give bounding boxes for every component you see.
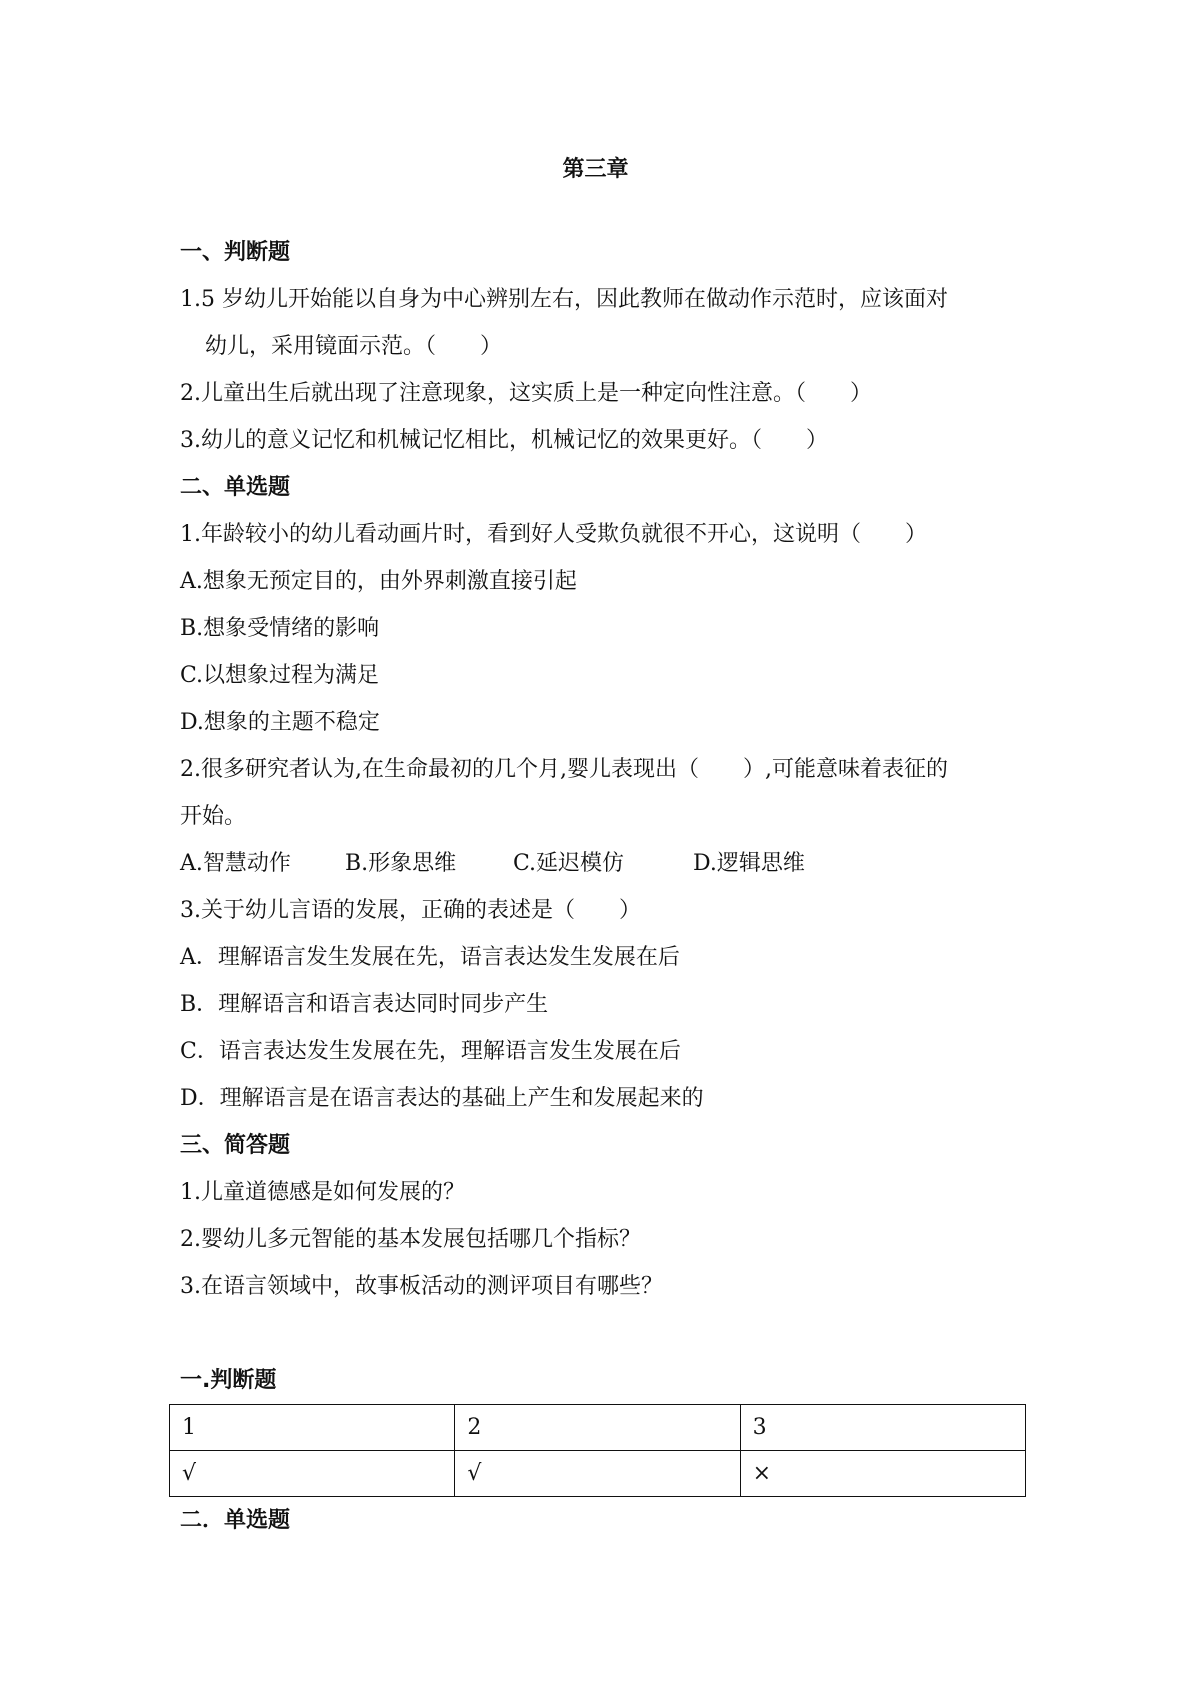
single-q1-option-b: B.想象受情绪的影响: [180, 616, 380, 641]
single-q2-option-d: D.逻辑思维: [693, 851, 805, 876]
single-q2-option-c: C.延迟模仿: [513, 851, 625, 876]
answer-table-value-row: [170, 1451, 1026, 1497]
answer-table-header-cell: 2: [455, 1405, 740, 1451]
document-content: [180, 229, 1025, 1544]
single-q3-option-c: C．语言表达发生发展在先，理解语言发生发展在后: [180, 1039, 681, 1064]
section-heading-short: 三、简答题: [180, 1133, 291, 1158]
judge-question-1-line-2: 幼儿，采用镜面示范。（ ）: [205, 334, 503, 359]
single-q2-option-a: A.智慧动作: [180, 851, 291, 876]
single-q3-option-b: B．理解语言和语言表达同时同步产生: [180, 992, 549, 1017]
single-q2-option-b: B.形象思维: [345, 851, 457, 876]
single-question-1: 1.年龄较小的幼儿看动画片时，看到好人受欺负就很不开心，这说明（ ）: [180, 522, 927, 547]
single-q1-option-a: A.想象无预定目的，由外界刺激直接引起: [180, 569, 577, 594]
answer-table-value-cell: ×: [740, 1451, 1025, 1497]
answer-table-value-cell: √: [170, 1451, 455, 1497]
answer-heading-judge: 一.判断题: [180, 1368, 277, 1393]
answer-table: [169, 1404, 1026, 1497]
answer-table-header-cell: 3: [740, 1405, 1025, 1451]
single-question-2-line-2: 开始。: [180, 804, 247, 829]
judge-question-2: 2.儿童出生后就出现了注意现象，这实质上是一种定向性注意。（ ）: [180, 381, 872, 406]
short-question-1: 1.儿童道德感是如何发展的？: [180, 1180, 465, 1205]
single-question-2-line-1: 2.很多研究者认为,在生命最初的几个月,婴儿表现出（ ）,可能意味着表征的: [180, 757, 948, 782]
judge-question-1-line-1: 1.5 岁幼儿开始能以自身为中心辨别左右，因此教师在做动作示范时，应该面对: [180, 287, 948, 312]
answer-table-value-cell: √: [455, 1451, 740, 1497]
judge-question-3: 3.幼儿的意义记忆和机械记忆相比，机械记忆的效果更好。（ ）: [180, 428, 828, 453]
short-question-2: 2.婴幼儿多元智能的基本发展包括哪几个指标？: [180, 1227, 641, 1252]
single-q3-option-d: D．理解语言是在语言表达的基础上产生和发展起来的: [180, 1086, 704, 1111]
single-q2-options: [180, 840, 1025, 887]
answer-table-header-row: [170, 1405, 1026, 1451]
short-question-3: 3.在语言领域中，故事板活动的测评项目有哪些？: [180, 1274, 663, 1299]
answer-heading-single: 二．单选题: [180, 1508, 291, 1533]
single-q1-option-d: D.想象的主题不稳定: [180, 710, 380, 735]
answer-table-header-cell: 1: [170, 1405, 455, 1451]
section-heading-judge: 一、判断题: [180, 240, 291, 265]
section-heading-single: 二、单选题: [180, 475, 291, 500]
single-q3-option-a: A．理解语言发生发展在先，语言表达发生发展在后: [180, 945, 680, 970]
single-question-3: 3.关于幼儿言语的发展，正确的表述是（ ）: [180, 898, 641, 923]
single-q1-option-c: C.以想象过程为满足: [180, 663, 380, 688]
page-title: 第三章: [562, 157, 629, 182]
section-gap: [180, 1310, 1025, 1357]
